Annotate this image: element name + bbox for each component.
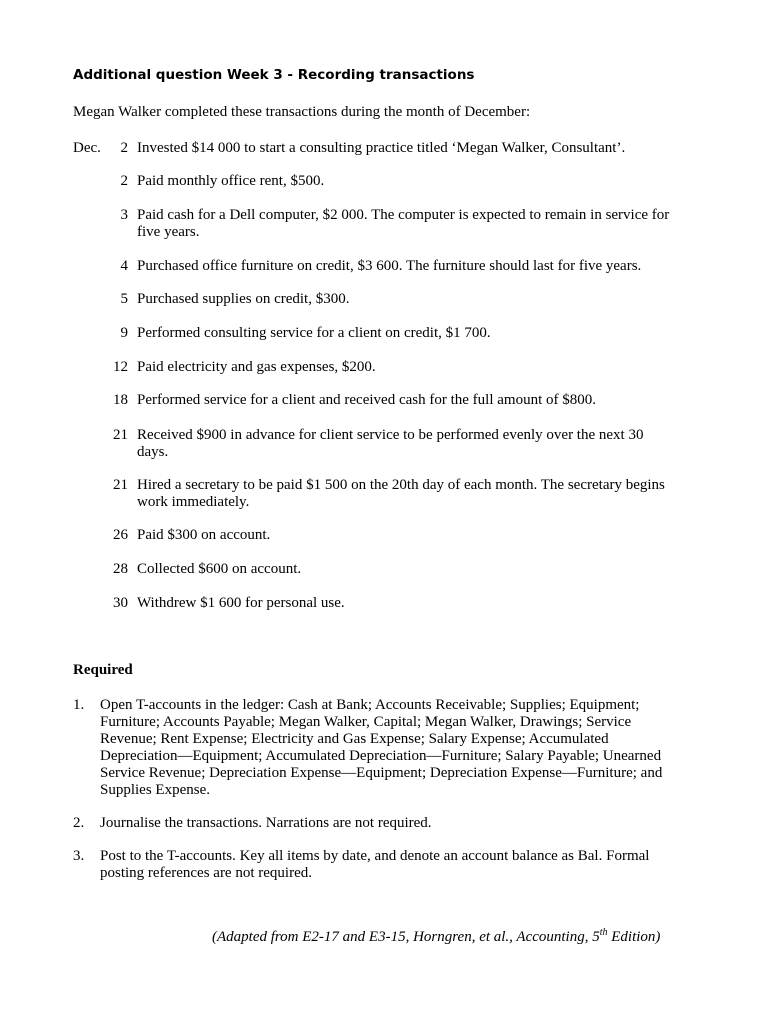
intro-text: Megan Walker completed these transactions during the month of December:: [73, 104, 531, 120]
transaction-text: Paid electricity and gas expenses, $200.: [137, 359, 376, 375]
transaction-day: 18: [113, 392, 128, 408]
transaction-day: 5: [120, 291, 128, 307]
transaction-day: 3: [120, 207, 128, 223]
transaction-day: 2: [120, 173, 128, 189]
transaction-text: Performed service for a client and received cash for the full amount of $800.: [137, 392, 596, 408]
transaction-text: Purchased office furniture on credit, $3 600. The furniture should last for five years.: [137, 258, 642, 274]
required-text: Open T-accounts in the ledger: Cash at Bank; Accounts Receivable; Supplies; Equipment; Furniture; Accounts Payable; Megan Walker, Capital; Megan Walker, Drawings; Service Revenue; Rent Expense; Electricity and Gas Expense; Salary Expense; Accumulated Depreciation—Equipment; Accumulated Depreciation—Furniture; Salary Payable; Unearned Service Revenue; Depreciation Expense—Equipment; Depreciation Expense—Furniture; and Supplies Expense.: [100, 697, 663, 798]
transaction-day: 21: [113, 427, 128, 443]
source-citation-main: (Adapted from E2-17 and E3-15, Horngren, et al., Accounting, 5: [212, 929, 600, 945]
transaction-day: 9: [120, 325, 128, 341]
transaction-text: Received $900 in advance for client service to be performed evenly over the next 30 days.: [137, 427, 644, 460]
required-number: 2.: [73, 815, 85, 831]
transaction-text: Paid monthly office rent, $500.: [137, 173, 325, 189]
transaction-text: Invested $14 000 to start a consulting practice titled ‘Megan Walker, Consultant’.: [137, 140, 626, 156]
month-label: Dec.: [73, 140, 101, 156]
transaction-day: 21: [113, 477, 128, 493]
source-citation: [212, 929, 660, 946]
transaction-day: 12: [113, 359, 128, 375]
transaction-text: Purchased supplies on credit, $300.: [137, 291, 350, 307]
transaction-day: 4: [120, 258, 128, 274]
required-text: Journalise the transactions. Narrations are not required.: [100, 815, 432, 831]
transaction-text: Performed consulting service for a client on credit, $1 700.: [137, 325, 491, 341]
transaction-text: Collected $600 on account.: [137, 561, 302, 577]
required-text: Post to the T-accounts. Key all items by date, and denote an account balance as Bal. Formal posting references are not required.: [100, 848, 650, 881]
transaction-text: Paid $300 on account.: [137, 527, 271, 543]
transaction-day: 28: [113, 561, 128, 577]
transaction-text: Withdrew $1 600 for personal use.: [137, 595, 345, 611]
transaction-day: 2: [120, 140, 128, 156]
transaction-text: Paid cash for a Dell computer, $2 000. The computer is expected to remain in service for five years.: [137, 207, 670, 240]
required-heading: Required: [73, 662, 133, 678]
source-citation-superscript: th: [599, 927, 608, 938]
page-title: Additional question Week 3 - Recording transactions: [73, 67, 475, 83]
transaction-text: Hired a secretary to be paid $1 500 on the 20th day of each month. The secretary begins work immediately.: [137, 477, 665, 510]
transaction-day: 30: [113, 595, 128, 611]
transaction-day: 26: [113, 527, 128, 543]
required-number: 1.: [73, 697, 85, 713]
source-citation-end: Edition): [607, 929, 661, 945]
required-number: 3.: [73, 848, 85, 864]
